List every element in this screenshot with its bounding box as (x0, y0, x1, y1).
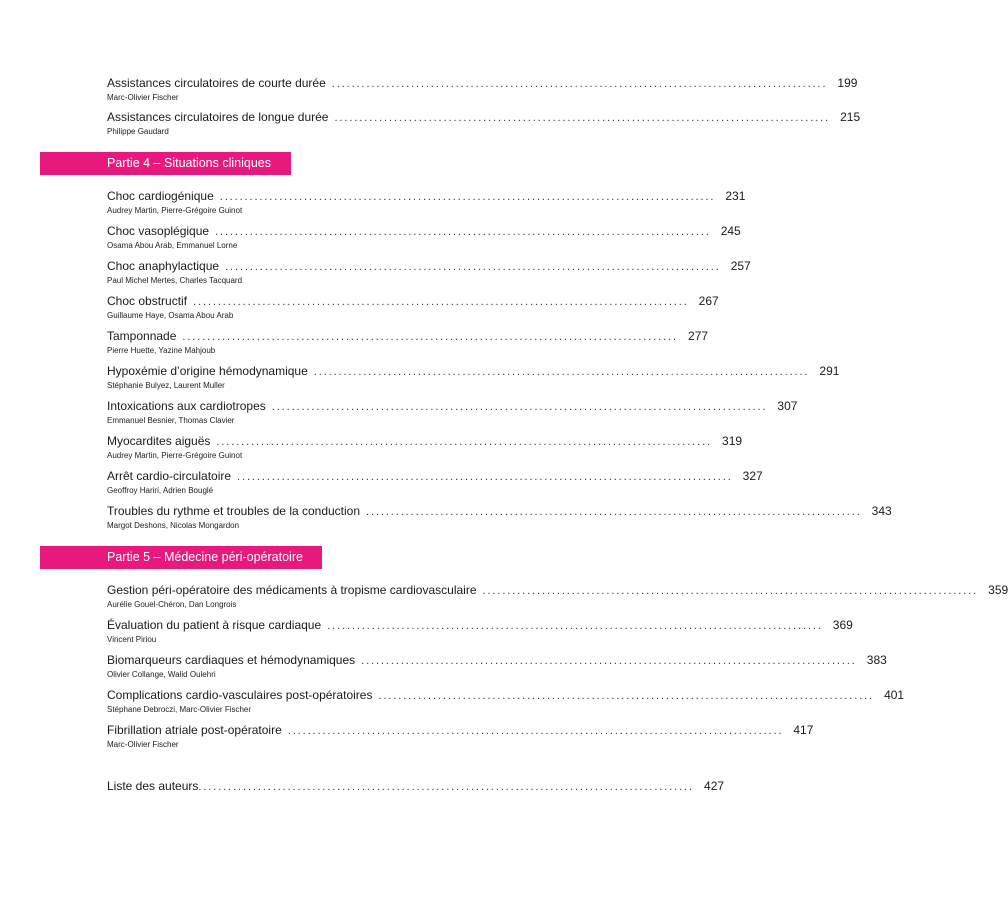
entry-page: 401 (884, 688, 905, 702)
entry-authors: Marc-Olivier Fischer (107, 740, 179, 749)
entry-authors: Aurélie Gouel-Chéron, Dan Longrois (107, 600, 237, 609)
entry-authors: Osama Abou Arab, Emmanuel Lorne (107, 241, 238, 250)
dot-leader: .................................................................................................... (271, 401, 768, 413)
dot-leader: .................................................................................................... (366, 506, 862, 518)
entry-title: Complications cardio-vasculaires post-opératoires (107, 688, 373, 702)
entry-page: 319 (722, 434, 743, 448)
entry-title: Choc obstructif (107, 294, 188, 308)
toc-entry[interactable] (107, 76, 858, 102)
dot-leader: .................................................................................................... (237, 471, 733, 483)
entry-page: 257 (730, 259, 751, 273)
part-4-heading: Partie 4 – Situations cliniques (40, 152, 291, 175)
entry-page: 307 (777, 399, 798, 413)
toc-entry[interactable] (107, 294, 719, 320)
entry-page: 383 (866, 653, 887, 667)
entry-authors: Emmanuel Besnier, Thomas Clavier (107, 416, 235, 425)
entry-page: 417 (793, 723, 814, 737)
toc-entry[interactable] (107, 259, 751, 285)
entry-authors: Audrey Martin, Pierre-Grégoire Guinot (107, 206, 243, 215)
entry-authors: Geoffroy Hariri, Adrien Bouglé (107, 486, 214, 495)
entry-page: 199 (837, 76, 858, 90)
entry-page: 427 (704, 779, 725, 793)
toc-entry[interactable] (107, 329, 709, 355)
entry-page: 359 (988, 583, 1008, 597)
dot-leader: .................................................................................................... (334, 112, 831, 124)
entry-page: 231 (725, 189, 746, 203)
entry-title: Choc cardiogénique (107, 189, 214, 203)
toc-entry[interactable] (107, 723, 814, 749)
entry-title: Évaluation du patient à risque cardiaque (107, 618, 322, 632)
toc-entry-authors-list[interactable] (107, 779, 725, 795)
entry-authors: Vincent Piriou (107, 635, 157, 644)
dot-leader: .................................................................................................... (313, 366, 810, 378)
toc-entry[interactable] (107, 224, 741, 250)
entry-title: Gestion péri-opératoire des médicaments à tropisme cardiovasculaire (107, 583, 477, 597)
entry-page: 327 (742, 469, 763, 483)
entry-authors: Stéphane Debroczi, Marc-Olivier Fischer (107, 705, 252, 714)
entry-title: Assistances circulatoires de courte durée (107, 76, 326, 90)
dot-leader: .................................................................................................... (216, 436, 713, 448)
dot-leader: .................................................................................................... (361, 655, 857, 667)
entry-title: Choc anaphylactique (107, 259, 220, 273)
dot-leader: .................................................................................................... (287, 725, 784, 737)
entry-title: Liste des auteurs (107, 779, 199, 793)
entry-authors: Marc-Olivier Fischer (107, 93, 179, 102)
dot-leader: .................................................................................................... (378, 690, 875, 702)
entry-title: Arrêt cardio-circulatoire (107, 469, 232, 483)
part-5-heading: Partie 5 – Médecine péri-opératoire (40, 546, 322, 569)
dot-leader: .................................................................................................... (331, 78, 828, 90)
entry-page: 245 (720, 224, 741, 238)
entry-page: 215 (840, 110, 861, 124)
dot-leader: .................................................................................................... (215, 226, 711, 238)
entry-authors: Margot Deshons, Nicolas Mongardon (107, 521, 240, 530)
toc-entry[interactable] (107, 469, 763, 495)
toc-entry[interactable] (107, 583, 1008, 609)
entry-title: Assistances circulatoires de longue durée (107, 110, 329, 124)
toc-entry[interactable] (107, 110, 861, 136)
entry-authors: Stéphanie Bulyez, Laurent Muller (107, 381, 225, 390)
entry-title: Troubles du rythme et troubles de la conduction (107, 504, 361, 518)
dot-leader: .................................................................................................... (182, 331, 679, 343)
entry-authors: Audrey Martin, Pierre-Grégoire Guinot (107, 451, 243, 460)
toc-entry[interactable] (107, 434, 743, 460)
entry-page: 277 (688, 329, 709, 343)
entry-title: Hypoxémie d’origine hémodynamique (107, 364, 308, 378)
entry-page: 343 (871, 504, 892, 518)
entry-authors: Olivier Collange, Walid Oulehri (107, 670, 216, 679)
entry-title: Fibrillation atriale post-opératoire (107, 723, 282, 737)
entry-authors: Philippe Gaudard (107, 127, 169, 136)
toc-entry[interactable] (107, 399, 798, 425)
entry-page: 267 (698, 294, 719, 308)
entry-title: Choc vasoplégique (107, 224, 210, 238)
entry-title: Biomarqueurs cardiaques et hémodynamiques (107, 653, 356, 667)
entry-authors: Paul Michel Mertes, Charles Tacquard (107, 276, 243, 285)
entry-title: Intoxications aux cardiotropes (107, 399, 266, 413)
dot-leader: .................................................................................................... (225, 261, 721, 273)
dot-leader: .................................................................................................... (482, 585, 979, 597)
toc-entry[interactable] (107, 189, 746, 215)
dot-leader: .................................................................................................... (193, 296, 689, 308)
entry-title: Tamponnade (107, 329, 177, 343)
toc-entry[interactable] (107, 653, 887, 679)
entry-title: Myocardites aiguës (107, 434, 211, 448)
dot-leader: .................................................................................................... (219, 191, 716, 203)
entry-authors: Pierre Huette, Yazine Mahjoub (107, 346, 216, 355)
toc-entry[interactable] (107, 364, 840, 390)
entry-page: 291 (819, 364, 840, 378)
entry-page: 369 (832, 618, 853, 632)
toc-entry[interactable] (107, 688, 905, 714)
dot-leader: .................................................................................................... (198, 781, 695, 793)
toc-entry[interactable] (107, 618, 853, 644)
toc-entry[interactable] (107, 504, 892, 530)
dot-leader: .................................................................................................... (327, 620, 823, 632)
entry-authors: Guillaume Haye, Osama Abou Arab (107, 311, 234, 320)
